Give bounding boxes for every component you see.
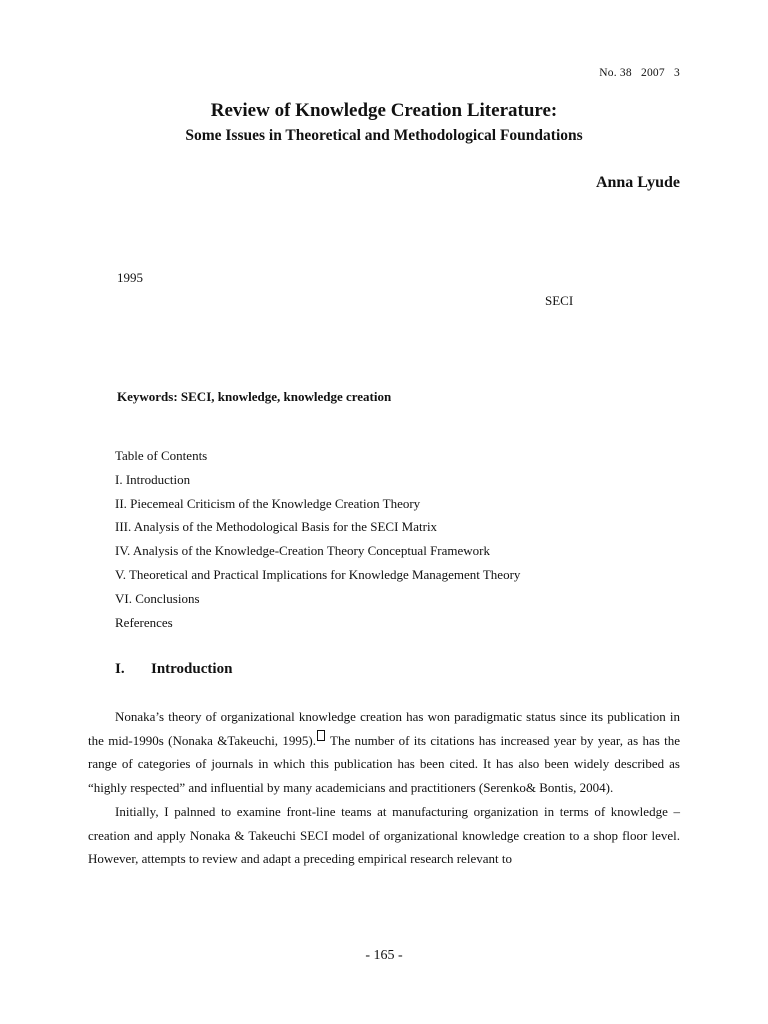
toc-item: IV. Analysis of the Knowledge-Creation Theory Conceptual Framework [115, 543, 490, 559]
footnote-marker-icon [317, 730, 325, 741]
section-title: Introduction [151, 661, 233, 677]
issue-info: No. 38 2007 3 [599, 67, 680, 79]
toc-item: II. Piecemeal Criticism of the Knowledge Creation Theory [115, 495, 421, 511]
section-heading [115, 661, 232, 678]
toc-heading: Table of Contents [115, 448, 208, 463]
toc-item: V. Theoretical and Practical Implications for Knowledge Management Theory [115, 566, 521, 582]
body-text [88, 705, 680, 871]
paragraph-text: Nonaka’s theory of organizational knowledge creation has won paradigmatic status since its publication in the mid-1990s (Nonaka &Takeuchi, 1995). [88, 709, 680, 748]
section-number: I. [115, 661, 125, 677]
toc-item: References [115, 614, 173, 630]
paragraph-text: The number of its citations has increased year by year, as has the range of categories of journals in which this publication has been cited. It has also been widely described as “highly respected” and influential by many academicians and practitioners (Serenko& Bontis, 2004). [88, 732, 680, 796]
paragraph [88, 705, 680, 800]
paragraph: Initially, I palnned to examine front-line teams at manufacturing organization in terms of knowledge –creation and apply Nonaka & Takeuchi SECI model of organizational knowledge creation to a shop floor level. However, attempts to review and adapt a preceding empirical research relevant to [88, 803, 680, 867]
article-title: Review of Knowledge Creation Literature: [210, 100, 558, 121]
table-of-contents [115, 447, 520, 637]
abstract-year: 1995 [117, 270, 143, 285]
abstract-seci: SECI [545, 293, 574, 308]
toc-item: VI. Conclusions [115, 590, 200, 606]
page-number: - 165 - [365, 948, 403, 963]
keywords: Keywords: SECI, knowledge, knowledge creation [117, 389, 392, 404]
toc-item: I. Introduction [115, 471, 191, 487]
article-subtitle: Some Issues in Theoretical and Methodological Foundations [185, 127, 583, 144]
author-name: Anna Lyude [595, 174, 680, 191]
toc-item: III. Analysis of the Methodological Basis for the SECI Matrix [115, 519, 438, 535]
